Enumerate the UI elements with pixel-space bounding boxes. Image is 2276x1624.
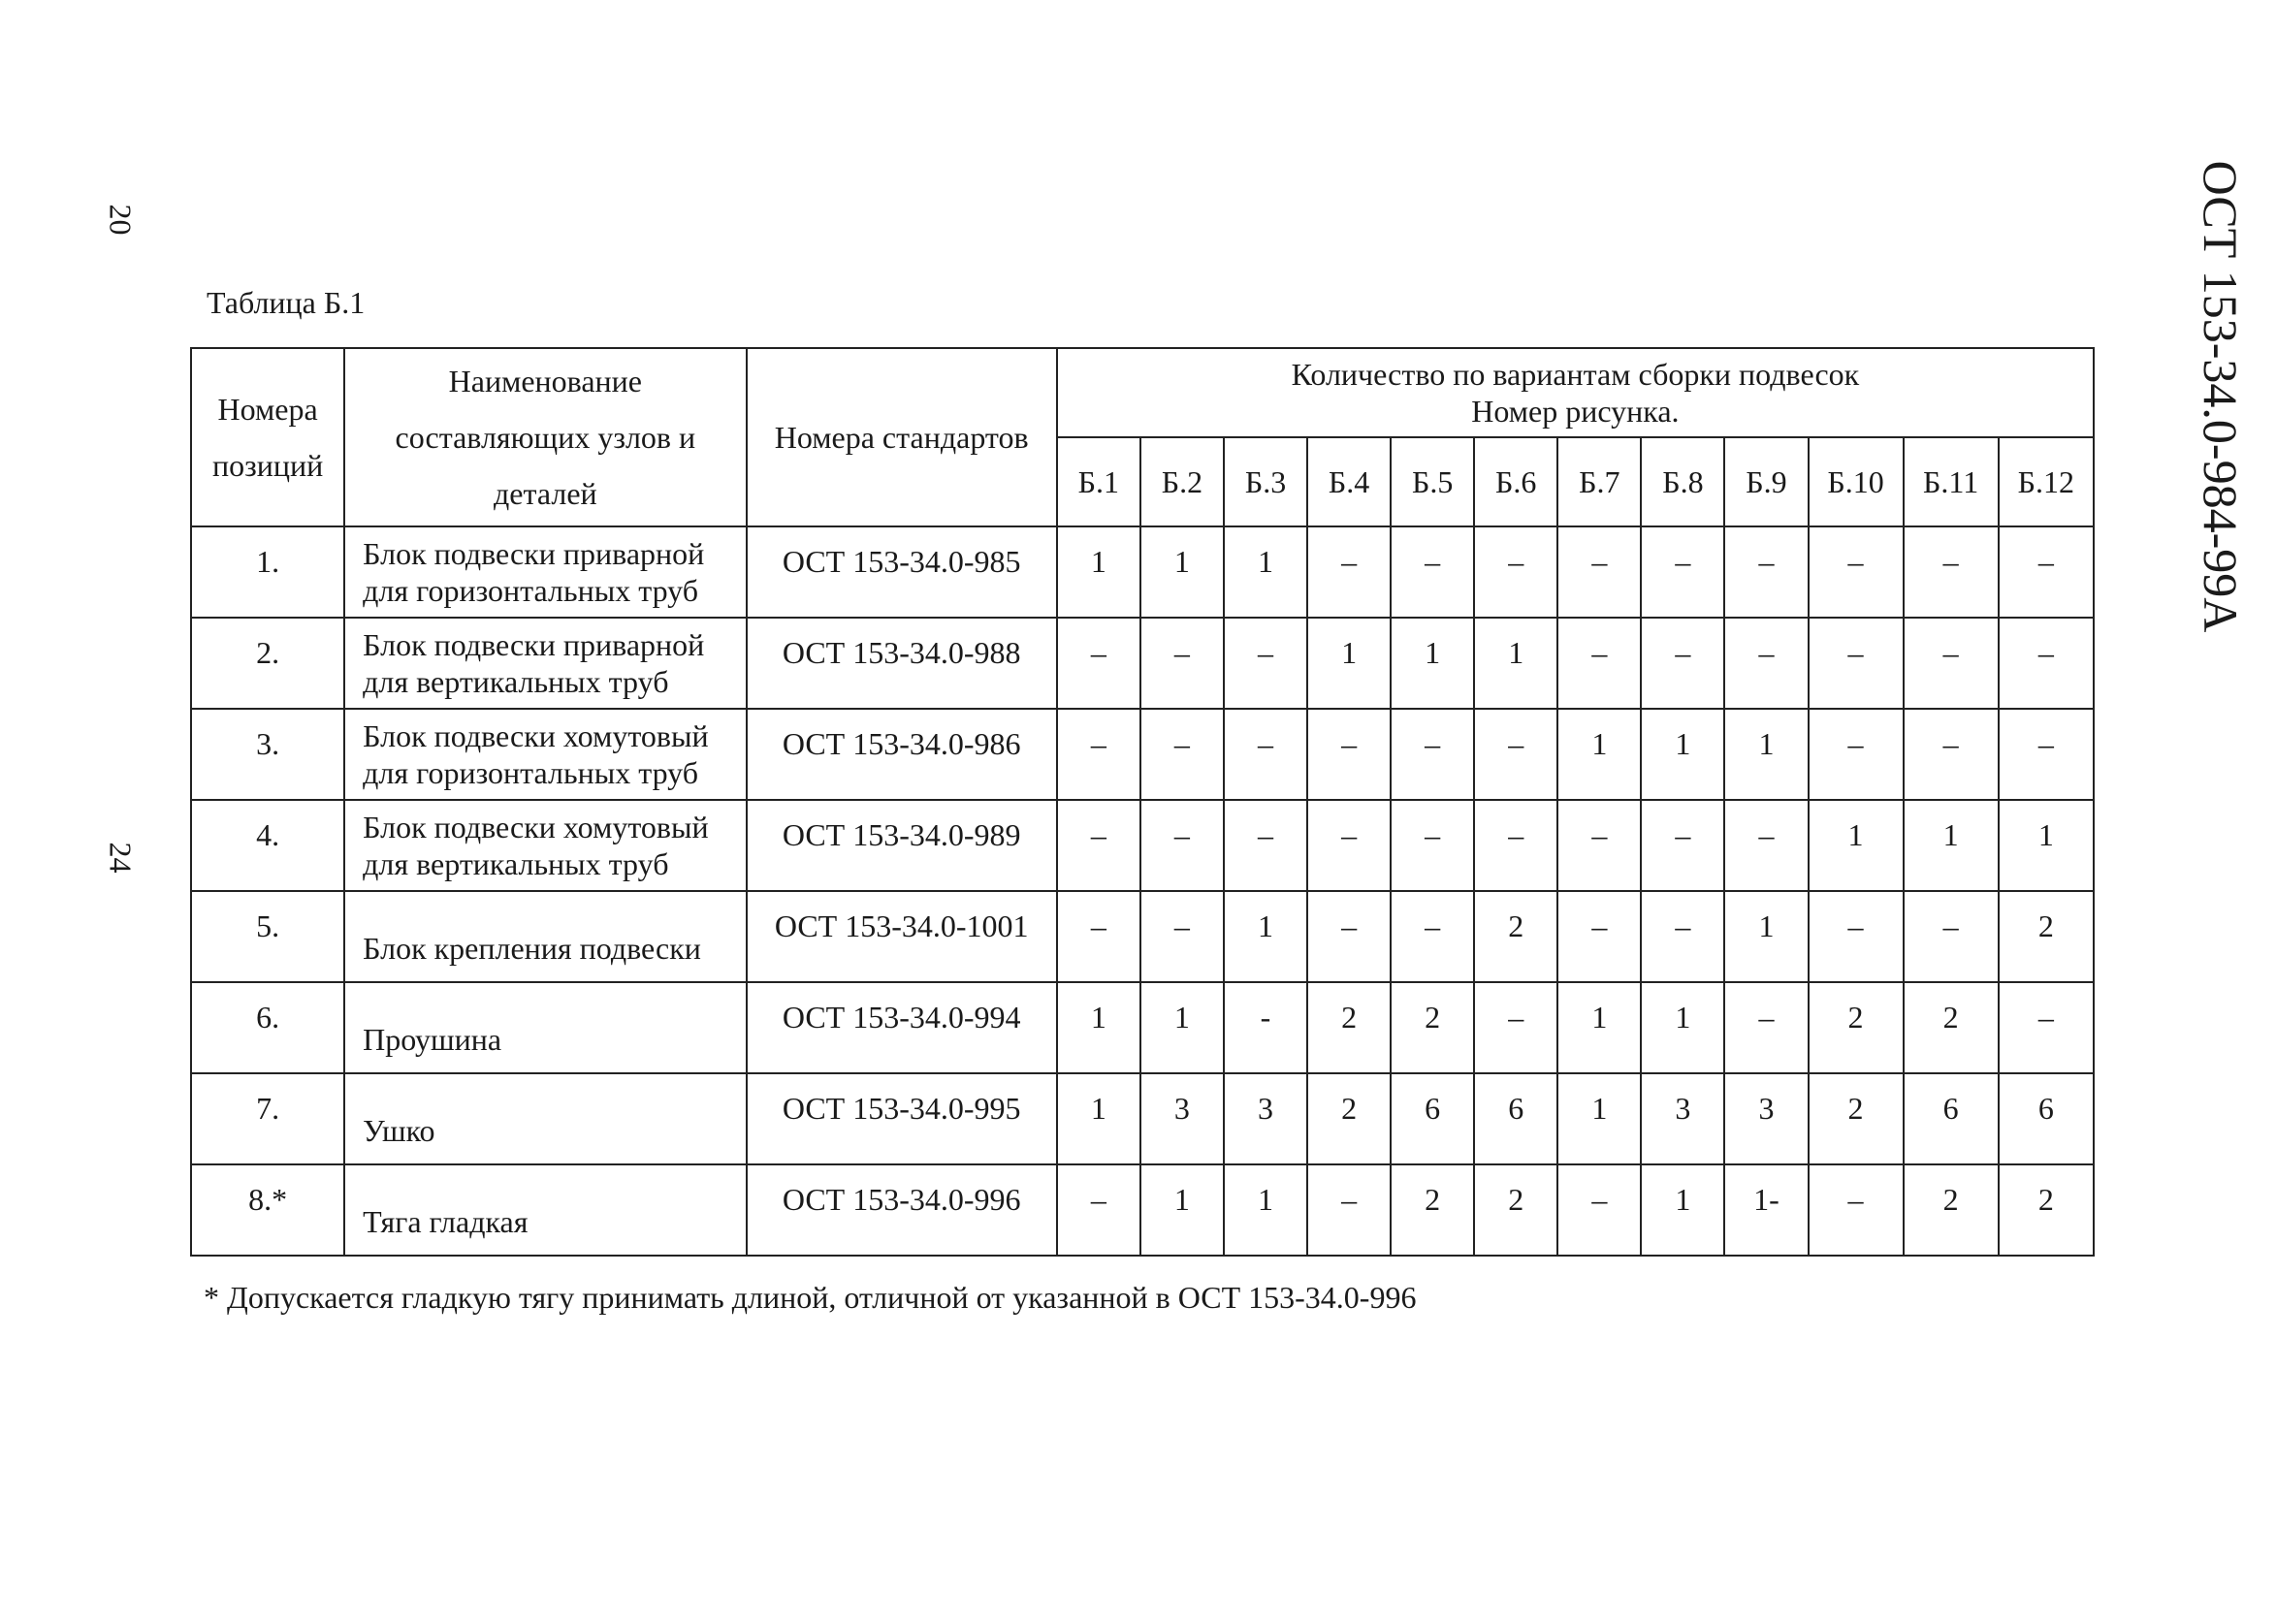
row-standard: ОСТ 153-34.0-986 (747, 709, 1057, 800)
row-quantity: 3 (1224, 1073, 1307, 1164)
header-figure: Б.2 (1140, 437, 1224, 526)
row-quantity: – (1641, 891, 1724, 982)
row-quantity: 2 (1904, 982, 1999, 1073)
row-quantity: 1 (1140, 526, 1224, 618)
row-part-name (344, 526, 746, 618)
header-row-1 (191, 348, 2094, 437)
row-quantity: 1 (1057, 982, 1140, 1073)
row-quantity: – (1809, 618, 1904, 709)
header-figure: Б.9 (1724, 437, 1808, 526)
row-position: 1. (191, 526, 344, 618)
row-position: 4. (191, 800, 344, 891)
header-figure: Б.10 (1809, 437, 1904, 526)
header-figure: Б.6 (1474, 437, 1557, 526)
part-name-line2: для горизонтальных труб (363, 755, 698, 790)
row-quantity: 1 (1904, 800, 1999, 891)
row-quantity: 1 (1140, 1164, 1224, 1256)
row-quantity: – (1641, 800, 1724, 891)
row-quantity: 3 (1140, 1073, 1224, 1164)
row-quantity: 1 (1641, 709, 1724, 800)
row-quantity: 2 (1999, 891, 2094, 982)
row-quantity: – (1307, 800, 1391, 891)
row-quantity: 1 (1557, 982, 1641, 1073)
row-quantity: – (1724, 800, 1808, 891)
row-quantity: 2 (1474, 891, 1557, 982)
part-name-line1 (363, 1089, 745, 1112)
row-quantity: – (1474, 709, 1557, 800)
row-quantity: – (1057, 891, 1140, 982)
row-quantity: – (1057, 800, 1140, 891)
row-quantity: 2 (1391, 1164, 1474, 1256)
row-standard: ОСТ 153-34.0-988 (747, 618, 1057, 709)
part-name-line1 (363, 998, 745, 1021)
row-quantity: – (1391, 891, 1474, 982)
row-quantity: – (1641, 526, 1724, 618)
page-number-mid: 24 (103, 842, 139, 874)
row-quantity: 1 (1474, 618, 1557, 709)
row-position: 5. (191, 891, 344, 982)
part-name-line2: Тяга гладкая (363, 1204, 529, 1239)
part-name-line2: Блок крепления подвески (363, 931, 701, 966)
row-standard: ОСТ 153-34.0-994 (747, 982, 1057, 1073)
page-number-top: 20 (103, 204, 139, 236)
row-quantity: 1 (1057, 526, 1140, 618)
row-quantity: – (1057, 709, 1140, 800)
row-part-name (344, 709, 746, 800)
row-quantity: 2 (1307, 982, 1391, 1073)
row-quantity: – (1724, 526, 1808, 618)
row-quantity: – (1904, 618, 1999, 709)
row-quantity: 6 (1474, 1073, 1557, 1164)
row-part-name (344, 982, 746, 1073)
row-quantity: – (1057, 1164, 1140, 1256)
row-quantity: – (1140, 618, 1224, 709)
row-position: 3. (191, 709, 344, 800)
row-quantity: 2 (1307, 1073, 1391, 1164)
row-quantity: 2 (1809, 982, 1904, 1073)
row-quantity: 2 (1474, 1164, 1557, 1256)
row-quantity: 6 (1999, 1073, 2094, 1164)
row-quantity: – (1999, 982, 2094, 1073)
row-quantity: – (1809, 709, 1904, 800)
row-part-name (344, 1073, 746, 1164)
row-quantity: 2 (1904, 1164, 1999, 1256)
row-quantity: – (1809, 526, 1904, 618)
header-figure: Б.4 (1307, 437, 1391, 526)
part-name-line1: Блок подвески приварной (363, 536, 705, 571)
row-quantity: 1 (1224, 891, 1307, 982)
table-row (191, 800, 2094, 891)
footnote: * Допускается гладкую тягу принимать длиной, отличной от указанной в ОСТ 153-34.0-996 (204, 1280, 1417, 1315)
header-variants (1057, 348, 2094, 437)
row-quantity: – (1474, 800, 1557, 891)
document-code: ОСТ 153-34.0-984-99А (2194, 160, 2248, 633)
table-row (191, 1073, 2094, 1164)
row-quantity: 2 (1391, 982, 1474, 1073)
header-figure: Б.3 (1224, 437, 1307, 526)
row-quantity: – (1391, 709, 1474, 800)
table-row (191, 1164, 2094, 1256)
row-quantity: – (1307, 526, 1391, 618)
row-quantity: – (1809, 1164, 1904, 1256)
row-position: 7. (191, 1073, 344, 1164)
row-quantity: 3 (1724, 1073, 1808, 1164)
table-body (191, 526, 2094, 1256)
header-figure: Б.7 (1557, 437, 1641, 526)
row-quantity: 1 (1307, 618, 1391, 709)
header-figure: Б.1 (1057, 437, 1140, 526)
row-quantity: – (1557, 1164, 1641, 1256)
row-quantity: – (1904, 709, 1999, 800)
row-position: 6. (191, 982, 344, 1073)
row-standard: ОСТ 153-34.0-1001 (747, 891, 1057, 982)
row-quantity: – (1057, 618, 1140, 709)
part-name-line2: для вертикальных труб (363, 846, 669, 881)
row-quantity: – (1224, 800, 1307, 891)
header-variants-line1: Количество по вариантам сборки подвесок (1291, 357, 1860, 392)
row-quantity: – (1999, 526, 2094, 618)
row-quantity: – (1307, 709, 1391, 800)
row-quantity: – (1904, 526, 1999, 618)
row-quantity: – (1999, 709, 2094, 800)
row-quantity: 1 (1557, 709, 1641, 800)
row-quantity: – (1557, 891, 1641, 982)
row-standard: ОСТ 153-34.0-989 (747, 800, 1057, 891)
row-quantity: – (1474, 982, 1557, 1073)
row-quantity: – (1140, 709, 1224, 800)
part-name-line2: для горизонтальных труб (363, 573, 698, 608)
table-caption: Таблица Б.1 (207, 285, 366, 320)
part-name-line1: Блок подвески хомутовый (363, 810, 709, 844)
header-part-name: Наименование составляющих узлов и деталей (344, 348, 746, 526)
row-quantity: – (1724, 618, 1808, 709)
row-quantity: – (1724, 982, 1808, 1073)
row-standard: ОСТ 153-34.0-985 (747, 526, 1057, 618)
row-quantity: – (1140, 800, 1224, 891)
header-position: Номера позиций (191, 348, 344, 526)
row-quantity: 1 (1057, 1073, 1140, 1164)
assembly-table (190, 347, 2095, 1257)
row-position: 2. (191, 618, 344, 709)
row-quantity: – (1391, 526, 1474, 618)
part-name-line1 (363, 907, 745, 930)
row-quantity: – (1391, 800, 1474, 891)
row-quantity: – (1307, 1164, 1391, 1256)
row-quantity: – (1557, 526, 1641, 618)
row-part-name (344, 618, 746, 709)
row-quantity: – (1224, 709, 1307, 800)
row-quantity: – (1999, 618, 2094, 709)
row-quantity: 2 (1809, 1073, 1904, 1164)
row-quantity: 1 (1224, 1164, 1307, 1256)
row-quantity: – (1904, 891, 1999, 982)
row-quantity: 2 (1999, 1164, 2094, 1256)
row-standard: ОСТ 153-34.0-996 (747, 1164, 1057, 1256)
row-quantity: 1 (1224, 526, 1307, 618)
part-name-line2: Проушина (363, 1022, 502, 1057)
table-row (191, 709, 2094, 800)
table-row (191, 618, 2094, 709)
row-quantity: 1 (1641, 1164, 1724, 1256)
row-quantity: 3 (1641, 1073, 1724, 1164)
row-part-name (344, 800, 746, 891)
row-position: 8.* (191, 1164, 344, 1256)
row-quantity: – (1140, 891, 1224, 982)
header-figure: Б.8 (1641, 437, 1724, 526)
row-quantity: 6 (1904, 1073, 1999, 1164)
row-quantity: – (1474, 526, 1557, 618)
part-name-line2: для вертикальных труб (363, 664, 669, 699)
row-quantity: 1 (1724, 709, 1808, 800)
row-quantity: - (1224, 982, 1307, 1073)
row-quantity: 6 (1391, 1073, 1474, 1164)
part-name-line1: Блок подвески приварной (363, 627, 705, 662)
part-name-line1: Блок подвески хомутовый (363, 718, 709, 753)
part-name-line1 (363, 1180, 745, 1203)
row-quantity: 1 (1557, 1073, 1641, 1164)
row-quantity: – (1224, 618, 1307, 709)
row-quantity: – (1557, 618, 1641, 709)
row-standard: ОСТ 153-34.0-995 (747, 1073, 1057, 1164)
part-name-line2: Ушко (363, 1113, 435, 1148)
table-row (191, 891, 2094, 982)
row-quantity: – (1307, 891, 1391, 982)
row-quantity: 1- (1724, 1164, 1808, 1256)
row-quantity: 1 (1999, 800, 2094, 891)
row-quantity: 1 (1809, 800, 1904, 891)
row-quantity: 1 (1140, 982, 1224, 1073)
header-figure: Б.5 (1391, 437, 1474, 526)
row-quantity: 1 (1391, 618, 1474, 709)
header-standard: Номера стандартов (747, 348, 1057, 526)
row-quantity: – (1557, 800, 1641, 891)
table-row (191, 526, 2094, 618)
header-figure: Б.11 (1904, 437, 1999, 526)
row-quantity: 1 (1641, 982, 1724, 1073)
row-part-name (344, 1164, 746, 1256)
header-variants-line2: Номер рисунка. (1471, 394, 1680, 429)
header-figure: Б.12 (1999, 437, 2094, 526)
row-quantity: – (1809, 891, 1904, 982)
table-row (191, 982, 2094, 1073)
row-part-name (344, 891, 746, 982)
row-quantity: – (1641, 618, 1724, 709)
row-quantity: 1 (1724, 891, 1808, 982)
